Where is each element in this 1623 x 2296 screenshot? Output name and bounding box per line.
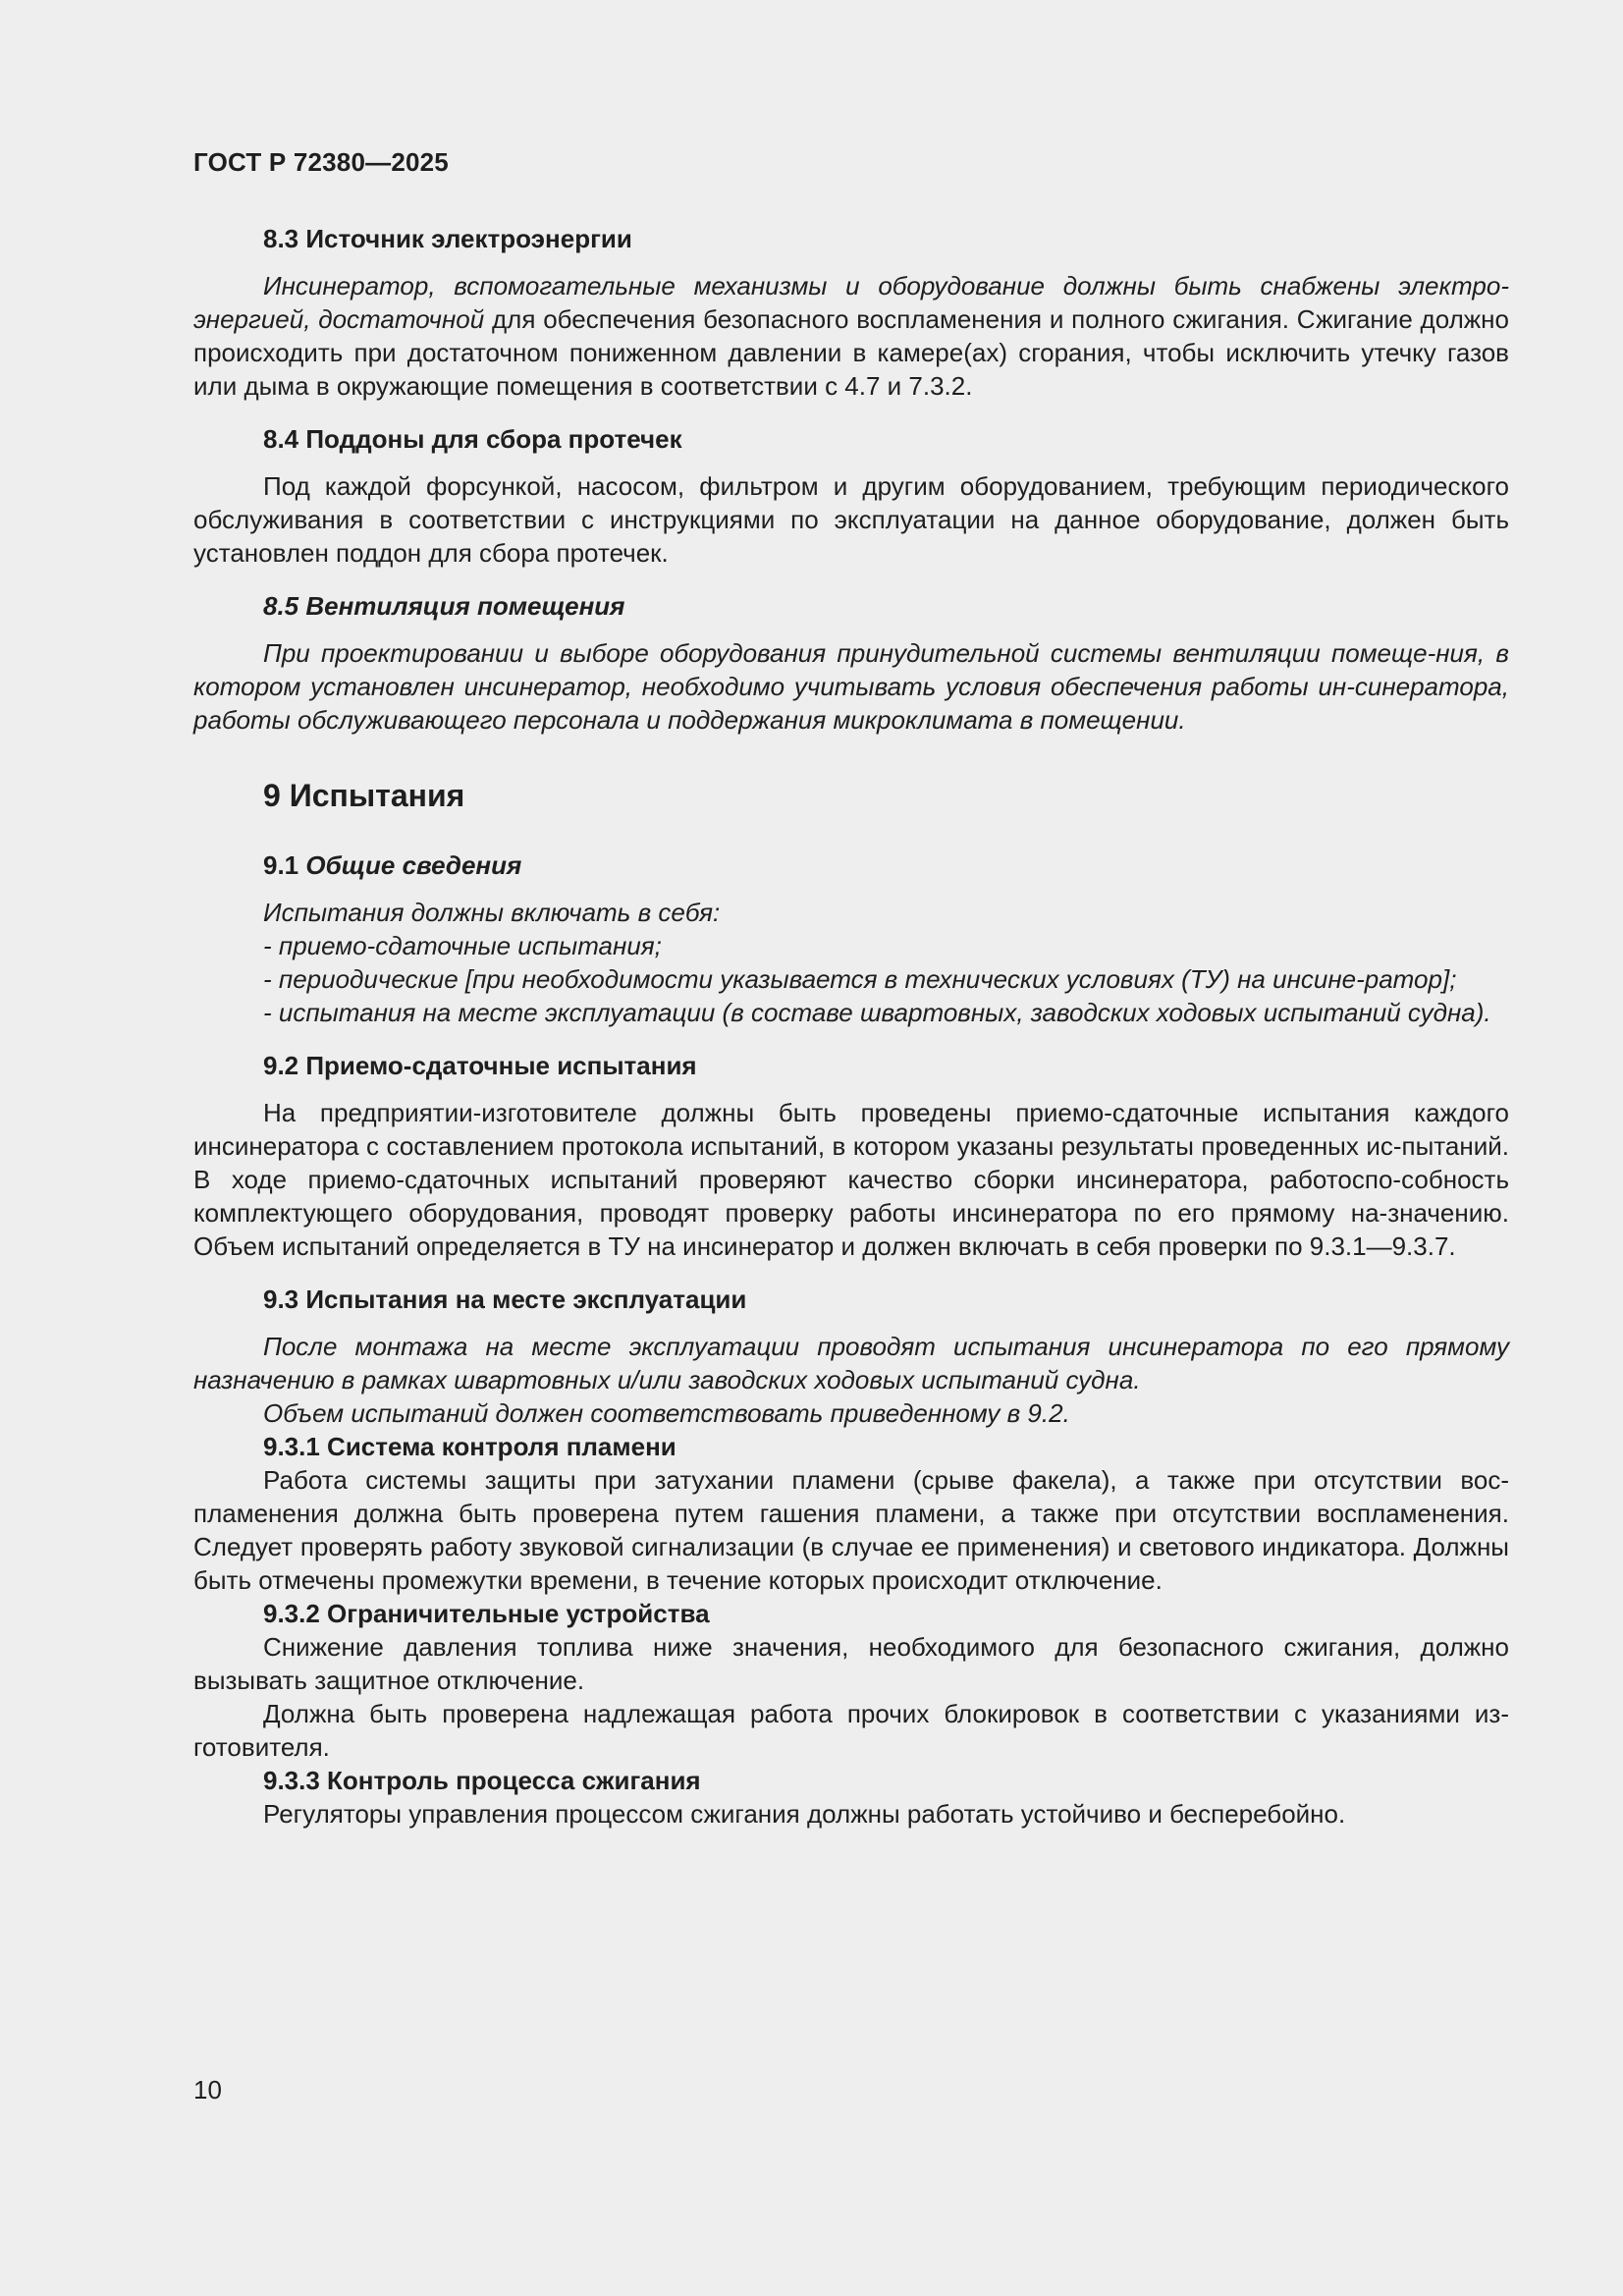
- list-item-9-1-3: - испытания на месте эксплуатации (в составе швартовных, заводских ходовых испытаний судна).: [263, 998, 1491, 1027]
- list-item-9-1-1: - приемо-сдаточные испытания;: [263, 931, 662, 960]
- section-heading-9-1-number: 9.1: [263, 850, 306, 880]
- paragraph-9-1-intro: Испытания должны включать в себя:: [263, 898, 721, 927]
- section-heading-9-1: [193, 848, 1509, 882]
- paragraph-9-2: На предприятии-изготовителе должны быть проведены приемо-сдаточные испытания каждого инсинератора с составлением протокола испытаний, в котором указаны результаты проведенных ис-пытаний. В ходе приемо-сдаточных испытаний проверяют качество сборки инсинератора, работоспо-собность комплектующего оборудования, проводят проверку работы инсинератора по его прямому на-значению. Объем испытаний определяется в ТУ на инсинератор и должен включать в себя проверки по 9.3.1—9.3.7.: [193, 1098, 1509, 1261]
- paragraph-9-3-1: После монтажа на месте эксплуатации проводят испытания инсинератора по его прямому назначению в рамках швартовных и/или заводских ходовых испытаний судна.: [193, 1332, 1509, 1394]
- section-heading-9-1-title: Общие сведения: [305, 850, 522, 880]
- paragraph-8-5: При проектировании и выборе оборудования принудительной системы вентиляции помеще-ния, в котором установлен инсинератор, необходимо учитывать условия обеспечения работы ин-синератора, работы обслуживающего персонала и поддержания микроклимата в помещении.: [193, 638, 1509, 735]
- paragraph-9-3-1-body: Работа системы защиты при затухании пламени (срыве факела), а также при отсутствии вос-пламенения должна быть проверена путем гашения пламени, а также при отсутствии воспламенения. Следует проверять работу звуковой сигнализации (в случае ее применения) и светового индикатора. Должны быть отмечены промежутки времени, в течение которых происходит отключение.: [193, 1465, 1509, 1595]
- list-item-9-1-2: - периодические [при необходимости указывается в технических условиях (ТУ) на инсине-ратор];: [263, 964, 1457, 994]
- paragraph-9-3-2-body-1: Снижение давления топлива ниже значения, необходимого для безопасного сжигания, должно вызывать защитное отключение.: [193, 1632, 1509, 1695]
- section-heading-8-5: 8.5 Вентиляция помещения: [263, 591, 625, 621]
- section-heading-9-3-2: 9.3.2 Ограничительные устройства: [263, 1599, 710, 1628]
- section-heading-8-3: 8.3 Источник электроэнергии: [263, 224, 632, 253]
- document-code: ГОСТ Р 72380—2025: [193, 147, 449, 177]
- section-heading-9-2: 9.2 Приемо-сдаточные испытания: [263, 1051, 697, 1080]
- paragraph-9-3-2: Объем испытаний должен соответствовать приведенному в 9.2.: [263, 1398, 1070, 1428]
- paragraph-8-3-italic: Инсинератор, вспомогательные механизмы и оборудование должны быть снабжены электро-энергией, достаточной: [193, 271, 1509, 334]
- section-heading-9-3: 9.3 Испытания на месте эксплуатации: [263, 1285, 747, 1314]
- paragraph-9-3-2-body-2: Должна быть проверена надлежащая работа прочих блокировок в соответствии с указаниями из-готовителя.: [193, 1699, 1509, 1762]
- section-heading-8-4: 8.4 Поддоны для сбора протечек: [263, 424, 682, 454]
- section-heading-9-3-1: 9.3.1 Система контроля пламени: [263, 1432, 676, 1461]
- section-heading-9: 9 Испытания: [263, 778, 465, 813]
- section-heading-9-3-3: 9.3.3 Контроль процесса сжигания: [263, 1766, 701, 1795]
- paragraph-8-4: Под каждой форсункой, насосом, фильтром и другим оборудованием, требующим периодического обслуживания в соответствии с инструкциями по эксплуатации на данное оборудование, должен быть установлен поддон для сбора протечек.: [193, 471, 1509, 568]
- page-number: 10: [193, 2075, 222, 2105]
- paragraph-8-3-rest: для обеспечения безопасного воспламенения и полного сжигания. Сжигание должно происходить при достаточном пониженном давлении в камере(ах) сгорания, чтобы исключить утечку газов или дыма в окружающие помещения в соответствии с 4.7 и 7.3.2.: [193, 304, 1509, 401]
- paragraph-9-3-3-body: Регуляторы управления процессом сжигания должны работать устойчиво и бесперебойно.: [263, 1799, 1346, 1829]
- paragraph-8-3: [193, 269, 1509, 403]
- document-body: [193, 222, 1509, 1831]
